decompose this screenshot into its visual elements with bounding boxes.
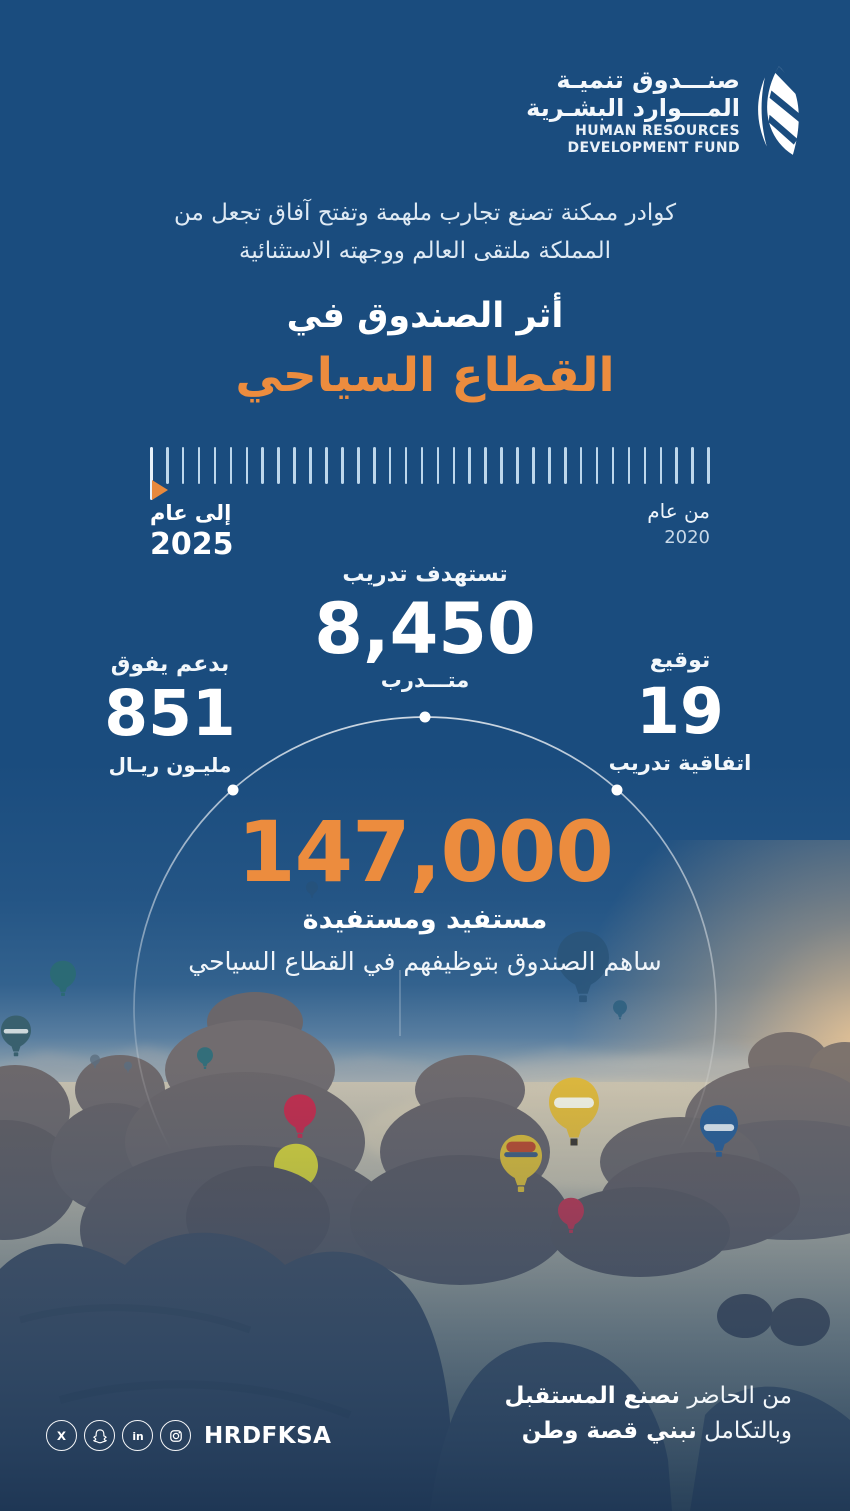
timeline-tick (532, 447, 535, 484)
intro-line2: المملكة ملتقى العالم ووجهته الاستثنائية (239, 238, 611, 264)
tagline-line2 (504, 1414, 792, 1449)
timeline-tick (596, 447, 599, 484)
timeline-tick (421, 447, 424, 484)
impact-block (0, 803, 850, 977)
stat-agreements (565, 648, 795, 775)
timeline-tick (309, 447, 312, 484)
svg-text:in: in (131, 1429, 144, 1443)
timeline-tick (628, 447, 631, 484)
timeline-from-year: 2020 (664, 527, 710, 548)
logo-arabic-line2: المـــوارد البشـرية (526, 94, 740, 122)
timeline-tick (373, 447, 376, 484)
instagram-icon[interactable] (160, 1420, 191, 1451)
timeline-tick (150, 447, 153, 500)
timeline-tick (580, 447, 583, 484)
arc-dot-right (612, 785, 623, 796)
timeline-tick (214, 447, 217, 484)
social-handle: HRDFKSA (204, 1422, 332, 1449)
timeline-tick (182, 447, 185, 484)
hrdf-logo-text (526, 66, 740, 156)
tagline1-bold: نصنع المستقبل (504, 1383, 681, 1409)
x-icon[interactable] (46, 1420, 77, 1451)
timeline-to-year: 2025 (150, 527, 234, 562)
tagline1-normal: من الحاضر (687, 1383, 792, 1409)
timeline-tick (293, 447, 296, 484)
timeline-tick (405, 447, 408, 484)
stat-support-unit: مليـون ريـال (108, 752, 232, 777)
timeline-tick (644, 447, 647, 484)
timeline-tick (707, 447, 710, 484)
timeline-tick (453, 447, 456, 484)
logo-arabic-line1: صنـــدوق تنميـة (556, 66, 740, 94)
snapchat-icon[interactable] (84, 1420, 115, 1451)
stat-trainees-unit: متـــدرب (380, 667, 470, 692)
timeline-tick (548, 447, 551, 484)
tagline2-normal: وبالتكامل (704, 1418, 792, 1444)
arc-dot-top (420, 712, 431, 723)
timeline-tick (564, 447, 567, 484)
timeline-to-label: إلى عام (150, 501, 232, 525)
timeline-tick (246, 447, 249, 484)
stat-support-label: بدعم يفوق (110, 652, 230, 677)
hrdf-palm-icon (749, 62, 805, 160)
timeline-tick (357, 447, 360, 484)
timeline-tick (691, 447, 694, 484)
timeline-tick (612, 447, 615, 484)
timeline-tick (325, 447, 328, 484)
timeline-tick (484, 447, 487, 484)
section-title-highlight: القطاع السياحي (235, 348, 615, 403)
intro-paragraph (0, 194, 850, 270)
footer-tagline (504, 1379, 792, 1449)
impact-caption: ساهم الصندوق بتوظيفهم في القطاع السياحي (188, 947, 662, 977)
timeline-start-label (647, 499, 710, 548)
social-bar (46, 1420, 331, 1451)
timeline-tick (389, 447, 392, 484)
stat-support-value: 851 (104, 677, 236, 750)
timeline-tick (198, 447, 201, 484)
intro-line1: كوادر ممكنة تصنع تجارب ملهمة وتفتح آفاق تجعل من (173, 200, 677, 226)
timeline-tick (341, 447, 344, 484)
linkedin-icon[interactable] (122, 1420, 153, 1451)
timeline-tick (675, 447, 678, 484)
logo-english-line1: HUMAN RESOURCES (575, 123, 740, 139)
stat-agreements-label: توقيع (649, 648, 711, 673)
timeline-tick (277, 447, 280, 484)
logo-english-line2: DEVELOPMENT FUND (567, 140, 740, 156)
hrdf-logo (526, 62, 805, 160)
timeline-tick (261, 447, 264, 484)
stat-support (55, 652, 285, 777)
tagline-line1 (504, 1379, 792, 1414)
stat-agreements-value: 19 (636, 675, 724, 748)
timeline-end-label (150, 501, 234, 562)
stat-trainees-label: تستهدف تدريب (342, 562, 508, 587)
impact-label: مستفيد ومستفيدة (302, 904, 548, 936)
section-title: أثر الصندوق في (286, 296, 564, 336)
timeline-tick (468, 447, 471, 484)
tagline2-bold: نبني قصة وطن (521, 1418, 697, 1444)
svg-text:X: X (56, 1428, 67, 1443)
timeline-tick (230, 447, 233, 484)
timeline-tick (516, 447, 519, 484)
timeline-tick (660, 447, 663, 484)
timeline-ticks (150, 447, 710, 503)
stat-trainees-value: 8,450 (314, 588, 536, 670)
arc-dot-left (228, 785, 239, 796)
timeline-tick (166, 447, 169, 484)
impact-value: 147,000 (237, 803, 613, 901)
timeline-tick (500, 447, 503, 484)
timeline-from-label: من عام (647, 499, 710, 523)
stat-agreements-unit: اتفاقية تدريب (608, 750, 752, 775)
timeline-tick (437, 447, 440, 484)
